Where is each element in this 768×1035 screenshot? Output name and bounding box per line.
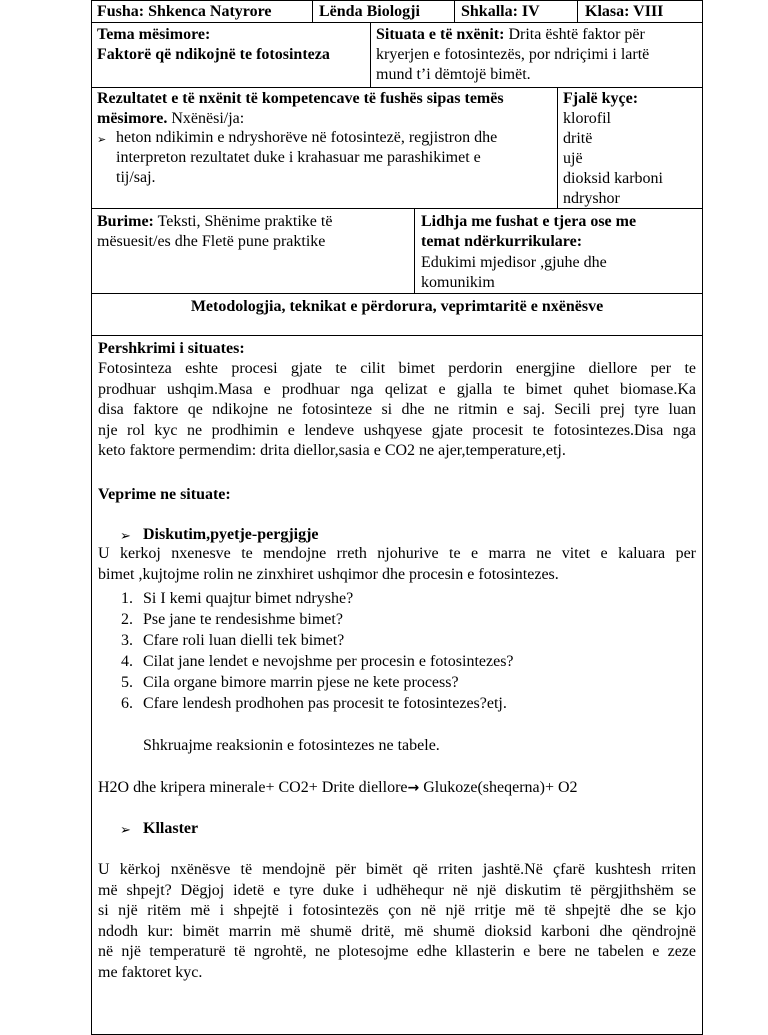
- rezultatet-bullet-line-1: heton ndikimin e ndryshorëve në fotosintezë, regjistron dhe: [116, 129, 498, 146]
- question-number: 5.: [121, 674, 133, 691]
- question-item: Si I kemi quajtur bimet ndryshe?: [143, 590, 354, 607]
- keyword-item: klorofil: [563, 110, 611, 127]
- keyword-item: ndryshor: [563, 190, 620, 207]
- question-item: Cfare lendesh prodhohen pas procesit te fotosintezes?etj.: [143, 695, 507, 712]
- pershkrimi-label: Pershkrimi i situates:: [98, 340, 245, 357]
- kllaster-line: në një temperaturë të ngrohtë, ne plotesojme edhe kllasterin e bere ne tabelen e zeze: [98, 943, 696, 960]
- lidhja-text-1: Edukimi mjedisor ,gjuhe dhe: [421, 254, 607, 271]
- situata-cell: [370, 22, 703, 88]
- header-lenda-cell: [312, 0, 455, 23]
- situata-line-1: [376, 25, 645, 45]
- burime-label: Burime:: [97, 213, 154, 230]
- keyword-item: dioksid karboni: [563, 170, 663, 187]
- kllaster-line: me faktoret kyc.: [98, 963, 203, 981]
- equation-arrow-icon: →: [407, 780, 420, 796]
- pershkrimi-line: nje rol kyc ne prodhimin e lendeve ushqyese gjate procesit te fotosintezes.Disa nga: [98, 421, 696, 439]
- rezultatet-heading-2-bold: mësimore.: [97, 110, 168, 127]
- header-lenda: Lënda Biologji: [319, 3, 420, 20]
- pershkrimi-line: keto faktore permendim: drita diellor,sasia e CO2 ne ajer,temperature,etj.: [98, 442, 566, 459]
- kllaster-line: si një ritëm më i shpejtë i fotosintezës çon në një rritje më të shpejtë dhe se kjo: [98, 902, 696, 919]
- keyword-item: dritë: [563, 130, 593, 147]
- kllaster-line: ndodh kur: bimët marrin më shumë dritë, më shumë dioksid karboni dhe qëndrojnë: [98, 922, 696, 940]
- rezultatet-heading-2: [97, 109, 244, 129]
- tema-cell: [91, 22, 371, 88]
- situata-label: Situata e të nxënit:: [376, 26, 505, 43]
- kllaster-arrow-icon: ➢: [120, 822, 131, 837]
- kllaster-paragraph: [98, 860, 696, 983]
- situata-text-1: Drita është faktor për: [504, 26, 645, 43]
- diskutim-intro-line: U kerkoj nxenesve te mendojne rreth njohurive te e marra ne vitet e kaluara per: [98, 545, 696, 562]
- question-number: 3.: [121, 632, 133, 649]
- rezultatet-heading-2-rest: Nxënësi/ja:: [167, 110, 245, 127]
- header-fusha: Fusha: Shkenca Natyrore: [97, 3, 272, 20]
- veprime-heading: Veprime ne situate:: [98, 486, 231, 503]
- pershkrimi-line: disa faktore qe ndikojne ne fotosinteze si dhe ne ritmin e saj. Secili prej tyre luan: [98, 401, 696, 418]
- kllaster-title: Kllaster: [143, 820, 199, 837]
- rezultatet-bullet-line-2: interpreton rezultatet duke i krahasuar me parashikimet e: [116, 149, 481, 166]
- keyword-item: ujë: [563, 150, 583, 167]
- reaction-note: Shkruajme reaksionin e fotosintezes ne tabele.: [143, 737, 440, 754]
- tema-label: Tema mësimore:: [97, 26, 211, 43]
- kllaster-line: U kërkoj nxënësve të mendojnë për bimët që rriten jashtë.Në çfarë kushtesh rriten: [98, 861, 696, 878]
- equation-right: Glukoze(sheqerna)+ O2: [419, 779, 578, 796]
- photosynthesis-equation: [98, 778, 578, 798]
- header-klasa-cell: [577, 0, 703, 23]
- situata-line-2: kryerjen e fotosintezës, por ndriçimi i lartë: [376, 46, 650, 63]
- lidhja-label-1: Lidhja me fushat e tjera ose me: [421, 213, 637, 230]
- burime-line-2: mësuesit/es dhe Fletë pune praktike: [97, 233, 326, 250]
- diskutim-intro-line: bimet ,kujtojme rolin ne zinxhiret ushqimor dhe procesin e fotosintezes.: [98, 565, 559, 583]
- header-shkalla: Shkalla: IV: [461, 3, 540, 20]
- burime-line-1: [97, 212, 332, 232]
- question-item: Pse jane te rendesishme bimet?: [143, 611, 343, 628]
- rezultatet-heading-1: Rezultatet e të nxënit të kompetencave të fushës sipas temës: [97, 90, 504, 107]
- question-item: Cfare roli luan dielli tek bimet?: [143, 632, 345, 649]
- question-number: 1.: [121, 590, 133, 607]
- burime-text-1: Teksti, Shënime praktike të: [153, 213, 333, 230]
- rezultatet-bullet-line-3: tij/saj.: [116, 169, 156, 186]
- pershkrimi-line: Fotosinteza eshte procesi gjate te cilit bimet perdorin energjine diellore per te: [98, 360, 696, 377]
- fjale-kyce-label: Fjalë kyçe:: [563, 90, 639, 107]
- main-body-cell: [91, 335, 703, 1035]
- tema-title: Faktorë që ndikojnë te fotosinteza: [97, 46, 330, 63]
- question-item: Cilat jane lendet e nevojshme per procesin e fotosintezes?: [143, 653, 514, 670]
- burime-cell: [91, 208, 415, 294]
- pershkrimi-paragraph: [98, 359, 696, 462]
- diskutim-intro: [98, 544, 696, 585]
- header-shkalla-cell: [454, 0, 578, 23]
- header-fusha-cell: [91, 0, 313, 23]
- equation-left: H2O dhe kripera minerale+ CO2+ Drite diellore: [98, 779, 408, 796]
- bullet-arrow-icon: ➢: [97, 134, 107, 146]
- fjale-kyce-cell: [557, 87, 703, 209]
- diskutim-arrow-icon: ➢: [120, 528, 131, 543]
- lidhja-cell: [414, 208, 703, 294]
- metodologjia-cell: [91, 293, 703, 336]
- lidhja-text-2: komunikim: [421, 274, 495, 291]
- header-klasa: Klasa: VIII: [585, 3, 664, 20]
- question-item: Cila organe bimore marrin pjese ne kete process?: [143, 674, 459, 691]
- question-number: 4.: [121, 653, 133, 670]
- metodologjia-heading: Metodologjia, teknikat e përdorura, veprimtaritë e nxënësve: [190, 298, 604, 315]
- rezultatet-cell: [91, 87, 558, 209]
- kllaster-line: më shpejt? Dëgjoj idetë e tyre duke i udhëhequr në një diskutim të përgjithshëm se: [98, 881, 696, 899]
- question-number: 2.: [121, 611, 133, 628]
- situata-line-3: mund t’i dëmtojë bimët.: [376, 66, 531, 83]
- diskutim-title: Diskutim,pyetje-pergjigje: [143, 526, 319, 543]
- lidhja-label-2: temat ndërkurrikulare:: [421, 233, 583, 250]
- pershkrimi-line: prodhuar ushqim.Masa e prodhuar nga qelizat e gjalla te bimet quhet biomase.Ka: [98, 380, 696, 398]
- question-number: 6.: [121, 695, 133, 712]
